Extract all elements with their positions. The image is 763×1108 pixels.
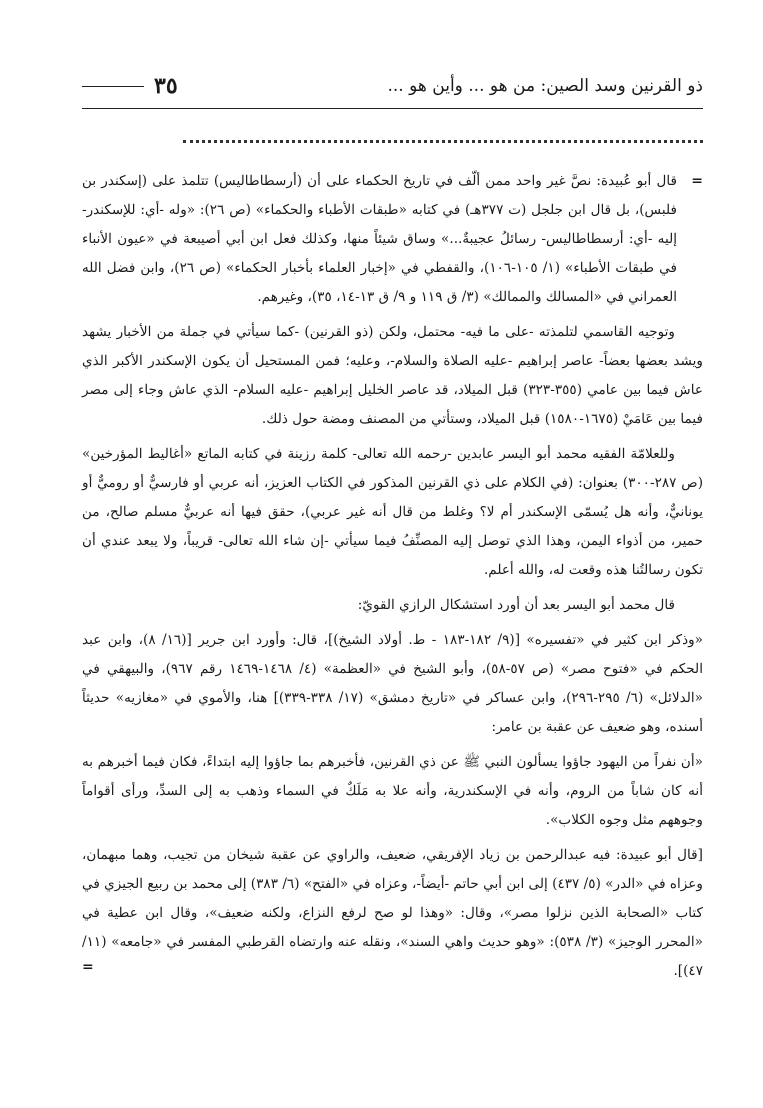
paragraph-attribution: قال محمد أبو اليسر بعد أن أورد استشكال الرازي القويّ: xyxy=(357,597,675,613)
header-dash xyxy=(82,86,144,87)
paragraph-qasimi: وتوجيه القاسمي لتلمذته -على ما فيه- محتمل، ولكن (ذو القرنين) -كما سيأتي في جملة من الأخبار يشهد ويشد بعضها بعضاً- عاصر إبراهيم -عليه الصلاة والسلام-، وعليه؛ فمن المستحيل أن يكون الإسكندر الأكبر الذي عاش فيما بين عامي (٣٥٥-٣٢٣) قبل الميلاد، قد عاصر الخليل إبراهيم -عليه السلام- الذي عاش وجاء إلى مصر فيما بين عَامَيْ (١٦٧٥-١٥٨٠) قبل الميلاد، وستأتي من المصنف ومضة حول ذلك. xyxy=(82,324,703,427)
paragraph-text: قال أبو عُبيدة: نصَّ غير واحد ممن ألّف في تاريخ الحكماء على أن (أرسطاطاليس) تتلمذ على (إسكندر بن فلبس)، بل قال ابن جلجل (ت ٣٧٧هـ) في كتابه «طبقات الأطباء والحكماء» (ص ٢٦): «وله -أي: للإسكندر- إليه -أي: أرسطاطاليس- رسائلُ عجيبةٌ...» وساق شيئاً منها، وكذلك فعل ابن أبي أصيبعة في «عيون الأنباء في طبقات الأطباء» (١/ ١٠٥-١٠٦)، والقفطي في «إخبار العلماء بأخبار الحكماء» (ص ٢٦)، وابن فضل الله العمراني في «المسالك والممالك» (٣/ ق ١١٩ و ٩/ ق ١٣-١٤، ٣٥)، وغيرهم. xyxy=(82,173,678,305)
header-rule xyxy=(82,108,703,109)
continuation-marker: = xyxy=(691,173,703,189)
paragraph-ibn-kathir-quote: «وذكر ابن كثير في «تفسيره» [(٩/ ١٨٢-١٨٣ - ط. أولاد الشيخ)]، قال: وأورد ابن جرير [(١٦/ ٨)، وابن عبد الحكم في «فتوح مصر» (ص ٥٧-٥٨)، وأبو الشيخ في «العظمة» (٤/ ١٤٦٨-١٤٦٩ رقم ٩٦٧)، والبيهقي في «الدلائل» (٦/ ٢٩٥-٢٩٦)، وابن عساكر في «تاريخ دمشق» (١٧/ ٣٣٨-٣٣٩)] هنا، والأموي في «مغازيه» حديثاً أسنده، وهو ضعيف عن عقبة بن عامر: xyxy=(82,632,703,735)
page-header xyxy=(82,62,703,110)
continuation-dots-separator xyxy=(183,126,703,143)
paragraph-tutelage xyxy=(82,167,703,312)
book-page xyxy=(82,62,703,1088)
continuation-marker-end: = xyxy=(82,959,94,975)
footnote-body xyxy=(82,167,703,986)
running-title: ذو القرنين وسد الصين: من هو ... وأين هو ... xyxy=(387,76,703,96)
paragraph-editor-note xyxy=(82,841,703,986)
paragraph-text: [قال أبو عبيدة: فيه عبدالرحمن بن زياد الإفريقي، ضعيف، والراوي عن عقبة شيخان من تجيب، وهما مبهمان، وعزاه في «الدر» (٥/ ٤٣٧) إلى ابن أبي حاتم -أيضاً-، وعزاه في «الفتح» (٦/ ٣٨٣) إلى محمد بن ربيع الجيزي في كتاب «الصحابة الذين نزلوا مصر»، وقال: «وهذا لو صح لرفع النزاع، ولكنه ضعيف»، وقال ابن عطية في «المحرر الوجيز» (٣/ ٥٣٨): «وهو حديث واهي السند»، ونقله عنه وارتضاه القرطبي المفسر في «جامعه» (١١/ ٤٧)]. xyxy=(81,847,703,979)
paragraph-abidin: وللعلامّة الفقيه محمد أبو اليسر عابدين -رحمه الله تعالى- كلمة رزينة في كتابه الماتع «أغاليط المؤرخين» (ص ٢٨٧-٣٠٠) بعنوان: (في الكلام على ذي القرنين المذكور في الكتاب العزيز، أنه عربي أو فارسيٌّ أو روميٌّ أو يونانيٌّ، وأنه هل يُسمّى الإسكندر أم لا؟ وغلط من قال أنه غير عربي)، حقق فيها أنه عربيٌّ مسلم صالح، من حمير، من أذواء اليمن، وهذا الذي توصل إليه المصنِّفُ فيما سيأتي -إن شاء الله تعالى- قريباً، ولا يبعد عندي أن تكون رسالتُنا هذه وقعت له، والله أعلم. xyxy=(82,446,704,578)
page-number: ٣٥ xyxy=(154,73,178,99)
page-number-block xyxy=(82,73,178,99)
paragraph-hadith-quote: «أن نفراً من اليهود جاؤوا يسألون النبي ﷺ عن ذي القرنين، فأخبرهم بما جاؤوا إليه ابتداءً، فكان فيما أخبرهم به أنه كان شاباً من الروم، وأنه في الإسكندرية، وأنه علا به مَلَكٌ في السماء وذهب به إلى السدِّ، ورأى أقواماً وجوههم مثل وجوه الكلاب». xyxy=(82,754,703,828)
